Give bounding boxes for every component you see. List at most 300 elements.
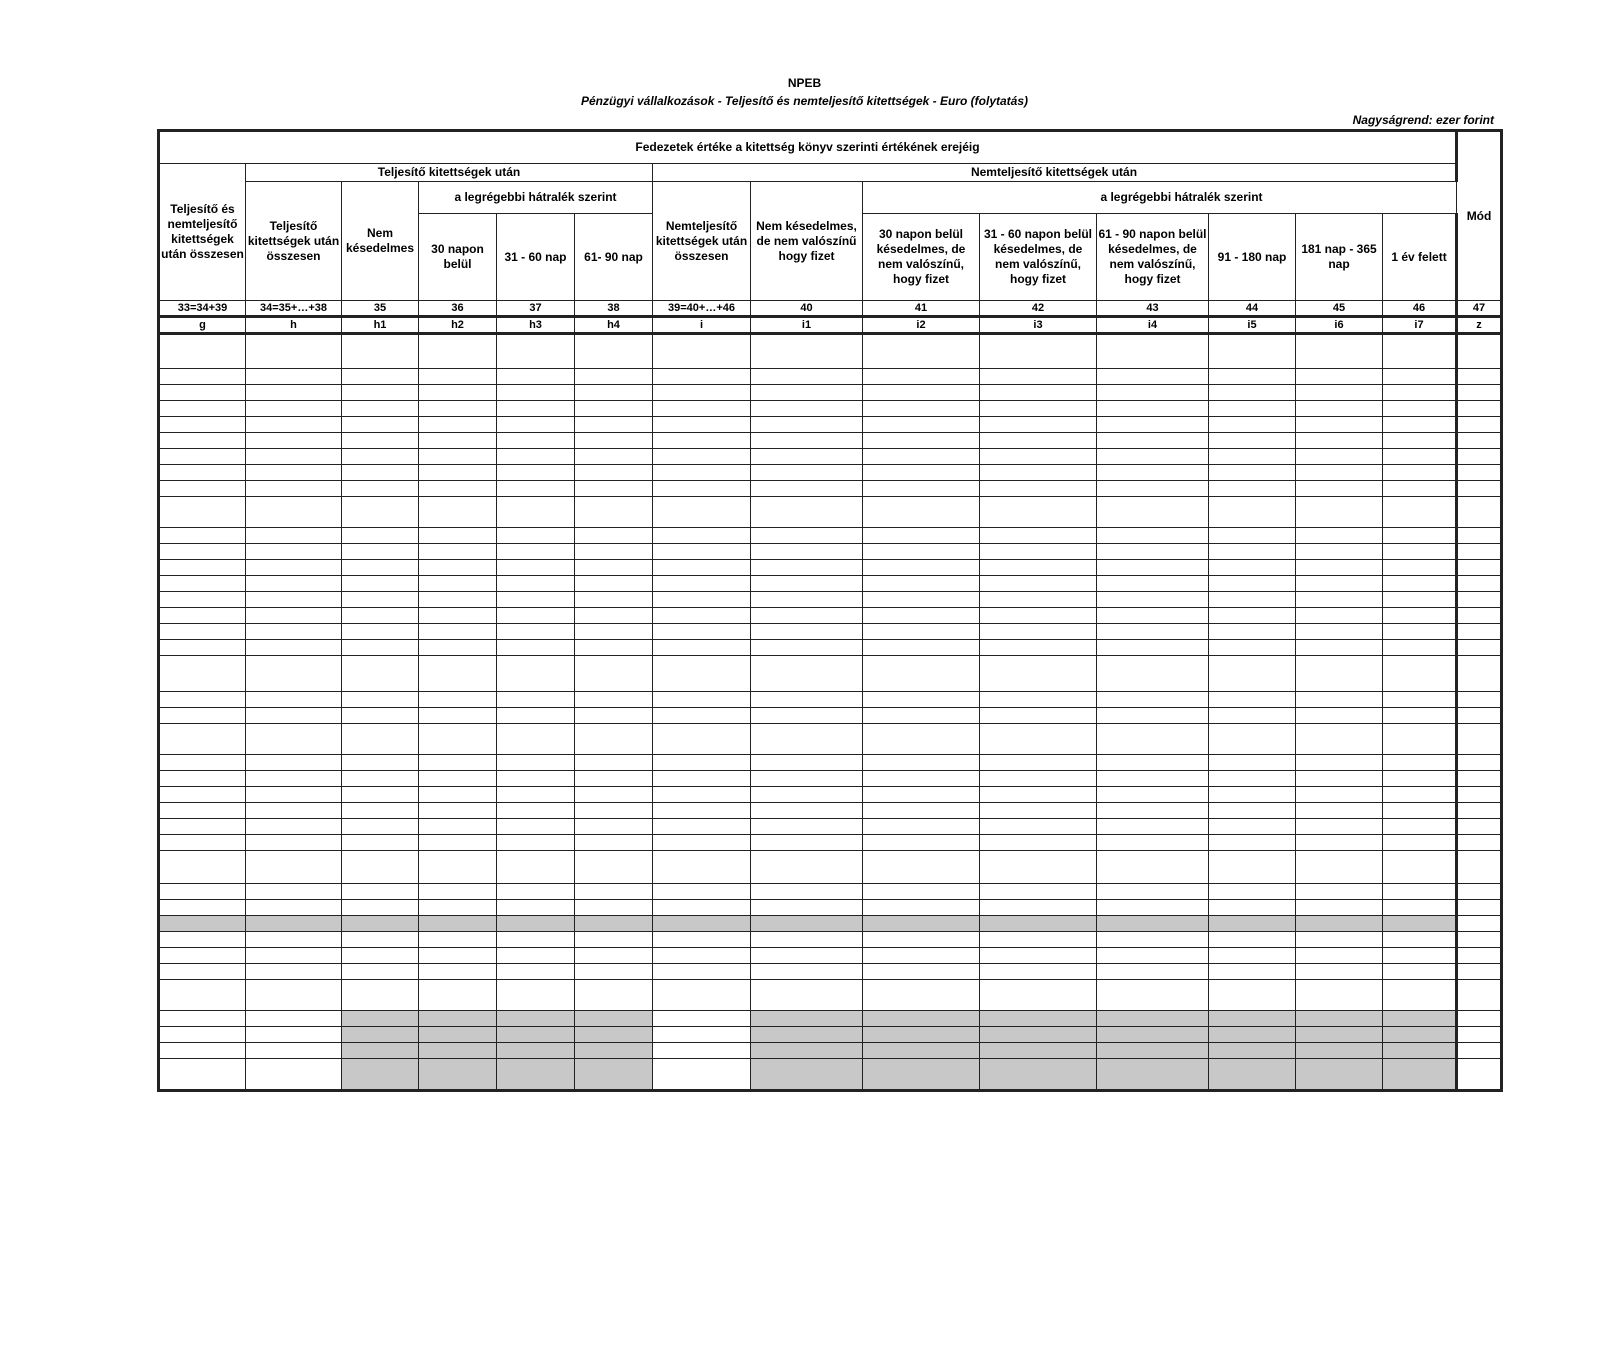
table-cell bbox=[1383, 1043, 1457, 1059]
table-cell bbox=[1209, 948, 1296, 964]
table-row bbox=[159, 433, 1502, 449]
table-cell bbox=[980, 1043, 1097, 1059]
table-cell bbox=[1097, 433, 1209, 449]
table-cell bbox=[1383, 948, 1457, 964]
table-cell bbox=[1457, 544, 1502, 560]
table-cell bbox=[1097, 369, 1209, 385]
table-cell bbox=[863, 948, 980, 964]
table-cell bbox=[342, 433, 419, 449]
table-cell bbox=[419, 544, 497, 560]
table-cell bbox=[863, 1043, 980, 1059]
table-cell bbox=[1097, 835, 1209, 851]
table-cell bbox=[497, 980, 575, 1011]
table-cell bbox=[863, 916, 980, 932]
table-cell bbox=[246, 1059, 342, 1091]
table-cell bbox=[751, 1027, 863, 1043]
table-cell bbox=[653, 369, 751, 385]
column-code: i1 bbox=[751, 317, 863, 334]
table-cell bbox=[342, 1043, 419, 1059]
table-cell bbox=[1097, 401, 1209, 417]
table-cell bbox=[980, 755, 1097, 771]
table-cell bbox=[1209, 980, 1296, 1011]
table-cell bbox=[246, 771, 342, 787]
table-cell bbox=[863, 884, 980, 900]
table-cell bbox=[419, 1059, 497, 1091]
header-np-61-90-days: 61 - 90 napon belül késedelmes, de nem valószínű, hogy fizet bbox=[1097, 214, 1209, 301]
table-cell bbox=[863, 576, 980, 592]
table-cell bbox=[980, 787, 1097, 803]
table-cell bbox=[653, 401, 751, 417]
table-cell bbox=[751, 1043, 863, 1059]
table-cell bbox=[342, 1027, 419, 1043]
table-cell bbox=[1457, 692, 1502, 708]
column-number: 39=40+…+46 bbox=[653, 301, 751, 317]
table-cell bbox=[1457, 465, 1502, 481]
table-cell bbox=[751, 656, 863, 692]
table-cell bbox=[246, 916, 342, 932]
table-row bbox=[159, 465, 1502, 481]
table-cell bbox=[342, 803, 419, 819]
table-cell bbox=[1383, 900, 1457, 916]
table-cell bbox=[159, 948, 246, 964]
table-cell bbox=[1457, 980, 1502, 1011]
table-cell bbox=[419, 433, 497, 449]
header-collateral-value: Fedezetek értéke a kitettség könyv szerinti értékének erejéig bbox=[159, 131, 1457, 164]
table-cell bbox=[419, 640, 497, 656]
table-cell bbox=[980, 724, 1097, 755]
table-cell bbox=[863, 964, 980, 980]
table-cell bbox=[419, 900, 497, 916]
table-cell bbox=[863, 1027, 980, 1043]
table-cell bbox=[159, 528, 246, 544]
table-cell bbox=[575, 964, 653, 980]
table-cell bbox=[1457, 851, 1502, 884]
table-row bbox=[159, 624, 1502, 640]
table-cell bbox=[653, 724, 751, 755]
table-cell bbox=[653, 433, 751, 449]
table-cell bbox=[980, 576, 1097, 592]
table-row bbox=[159, 787, 1502, 803]
table-cell bbox=[1209, 692, 1296, 708]
table-cell bbox=[1296, 964, 1383, 980]
table-cell bbox=[497, 592, 575, 608]
table-cell bbox=[419, 497, 497, 528]
table-cell bbox=[159, 755, 246, 771]
table-cell bbox=[159, 835, 246, 851]
table-cell bbox=[246, 592, 342, 608]
table-cell bbox=[1457, 433, 1502, 449]
document-subtitle: Pénzügyi vállalkozások - Teljesítő és nemteljesítő kitettségek - Euro (folytatás) bbox=[580, 94, 1029, 108]
table-cell bbox=[653, 771, 751, 787]
table-cell bbox=[246, 803, 342, 819]
table-cell bbox=[1209, 560, 1296, 576]
table-cell bbox=[1383, 819, 1457, 835]
table-cell bbox=[246, 851, 342, 884]
table-cell bbox=[1296, 819, 1383, 835]
table-cell bbox=[1383, 916, 1457, 932]
table-cell bbox=[1097, 544, 1209, 560]
table-cell bbox=[1457, 656, 1502, 692]
table-cell bbox=[653, 948, 751, 964]
table-cell bbox=[1296, 771, 1383, 787]
table-cell bbox=[863, 401, 980, 417]
table-cell bbox=[653, 465, 751, 481]
table-cell bbox=[980, 771, 1097, 787]
table-cell bbox=[246, 819, 342, 835]
table-cell bbox=[1296, 980, 1383, 1011]
column-number: 42 bbox=[980, 301, 1097, 317]
table-cell bbox=[342, 385, 419, 401]
table-cell bbox=[342, 640, 419, 656]
table-cell bbox=[1097, 916, 1209, 932]
table-cell bbox=[980, 692, 1097, 708]
table-cell bbox=[246, 576, 342, 592]
table-cell bbox=[1209, 884, 1296, 900]
table-cell bbox=[1457, 724, 1502, 755]
table-cell bbox=[1209, 819, 1296, 835]
table-cell bbox=[1296, 528, 1383, 544]
table-row bbox=[159, 401, 1502, 417]
column-number: 41 bbox=[863, 301, 980, 317]
table-cell bbox=[497, 465, 575, 481]
table-cell bbox=[1209, 385, 1296, 401]
column-number: 43 bbox=[1097, 301, 1209, 317]
table-cell bbox=[751, 916, 863, 932]
table-cell bbox=[159, 771, 246, 787]
table-cell bbox=[342, 592, 419, 608]
table-cell bbox=[653, 932, 751, 948]
table-cell bbox=[1296, 724, 1383, 755]
table-row bbox=[159, 932, 1502, 948]
table-cell bbox=[497, 417, 575, 433]
table-cell bbox=[1457, 1043, 1502, 1059]
report-table bbox=[157, 129, 1503, 1092]
table-cell bbox=[653, 449, 751, 465]
table-cell bbox=[1296, 803, 1383, 819]
table-cell bbox=[751, 771, 863, 787]
table-cell bbox=[575, 724, 653, 755]
table-cell bbox=[246, 980, 342, 1011]
table-cell bbox=[497, 1011, 575, 1027]
table-row bbox=[159, 964, 1502, 980]
header-perf-61-90-days: 61- 90 nap bbox=[575, 214, 653, 301]
table-cell bbox=[863, 851, 980, 884]
table-cell bbox=[751, 932, 863, 948]
table-cell bbox=[497, 835, 575, 851]
table-cell bbox=[342, 755, 419, 771]
table-cell bbox=[419, 787, 497, 803]
table-cell bbox=[342, 819, 419, 835]
column-number-row bbox=[159, 301, 1502, 317]
table-cell bbox=[1209, 1043, 1296, 1059]
table-cell bbox=[980, 608, 1097, 624]
table-cell bbox=[1097, 417, 1209, 433]
table-cell bbox=[1209, 449, 1296, 465]
table-cell bbox=[246, 497, 342, 528]
header-nonperforming-arrears: a legrégebbi hátralék szerint bbox=[863, 182, 1502, 214]
table-row bbox=[159, 948, 1502, 964]
table-cell bbox=[751, 592, 863, 608]
table-cell bbox=[419, 708, 497, 724]
table-cell bbox=[342, 1059, 419, 1091]
table-cell bbox=[1383, 1027, 1457, 1043]
table-cell bbox=[751, 948, 863, 964]
table-cell bbox=[863, 803, 980, 819]
table-cell bbox=[342, 851, 419, 884]
table-cell bbox=[653, 385, 751, 401]
table-cell bbox=[1209, 916, 1296, 932]
table-cell bbox=[1209, 724, 1296, 755]
table-cell bbox=[1209, 401, 1296, 417]
table-cell bbox=[159, 481, 246, 497]
table-cell bbox=[1457, 835, 1502, 851]
table-cell bbox=[159, 1059, 246, 1091]
table-cell bbox=[980, 851, 1097, 884]
table-cell bbox=[863, 608, 980, 624]
table-cell bbox=[342, 369, 419, 385]
table-cell bbox=[575, 1027, 653, 1043]
table-cell bbox=[751, 980, 863, 1011]
table-cell bbox=[497, 334, 575, 369]
table-cell bbox=[575, 980, 653, 1011]
table-cell bbox=[980, 624, 1097, 640]
table-cell bbox=[159, 1027, 246, 1043]
table-cell bbox=[419, 884, 497, 900]
table-cell bbox=[1097, 608, 1209, 624]
table-cell bbox=[653, 608, 751, 624]
table-cell bbox=[1383, 851, 1457, 884]
table-cell bbox=[980, 369, 1097, 385]
table-cell bbox=[497, 932, 575, 948]
table-cell bbox=[1383, 787, 1457, 803]
table-cell bbox=[653, 819, 751, 835]
table-cell bbox=[246, 385, 342, 401]
table-cell bbox=[1209, 592, 1296, 608]
table-cell bbox=[419, 369, 497, 385]
table-cell bbox=[419, 916, 497, 932]
table-cell bbox=[980, 1059, 1097, 1091]
table-cell bbox=[246, 560, 342, 576]
table-cell bbox=[419, 401, 497, 417]
column-code: i7 bbox=[1383, 317, 1457, 334]
table-cell bbox=[159, 980, 246, 1011]
table-cell bbox=[1383, 724, 1457, 755]
table-cell bbox=[1209, 481, 1296, 497]
header-perf-30-days: 30 napon belül bbox=[419, 214, 497, 301]
header-performing-group: Teljesítő kitettségek után bbox=[246, 164, 653, 182]
table-cell bbox=[1383, 592, 1457, 608]
table-cell bbox=[342, 724, 419, 755]
table-cell bbox=[1457, 1059, 1502, 1091]
table-cell bbox=[1097, 449, 1209, 465]
table-cell bbox=[159, 592, 246, 608]
table-cell bbox=[1383, 497, 1457, 528]
table-cell bbox=[342, 787, 419, 803]
table-cell bbox=[497, 755, 575, 771]
table-cell bbox=[342, 708, 419, 724]
table-cell bbox=[863, 1011, 980, 1027]
table-cell bbox=[863, 771, 980, 787]
table-cell bbox=[1383, 560, 1457, 576]
table-cell bbox=[1209, 465, 1296, 481]
table-cell bbox=[653, 787, 751, 803]
table-cell bbox=[419, 417, 497, 433]
table-cell bbox=[246, 787, 342, 803]
table-cell bbox=[419, 835, 497, 851]
column-code: g bbox=[159, 317, 246, 334]
table-cell bbox=[863, 544, 980, 560]
table-cell bbox=[497, 803, 575, 819]
column-number: 38 bbox=[575, 301, 653, 317]
table-cell bbox=[246, 449, 342, 465]
table-row bbox=[159, 1011, 1502, 1027]
table-cell bbox=[1457, 640, 1502, 656]
table-cell bbox=[1457, 964, 1502, 980]
table-cell bbox=[1209, 608, 1296, 624]
table-cell bbox=[1383, 401, 1457, 417]
table-cell bbox=[653, 803, 751, 819]
table-cell bbox=[246, 724, 342, 755]
table-cell bbox=[1296, 932, 1383, 948]
table-row bbox=[159, 608, 1502, 624]
table-cell bbox=[1097, 884, 1209, 900]
table-cell bbox=[1209, 544, 1296, 560]
table-cell bbox=[653, 592, 751, 608]
table-cell bbox=[419, 1027, 497, 1043]
table-cell bbox=[246, 608, 342, 624]
table-cell bbox=[159, 1043, 246, 1059]
table-cell bbox=[863, 433, 980, 449]
table-cell bbox=[1097, 1027, 1209, 1043]
table-cell bbox=[246, 948, 342, 964]
table-cell bbox=[246, 433, 342, 449]
table-row bbox=[159, 900, 1502, 916]
table-cell bbox=[575, 592, 653, 608]
table-cell bbox=[419, 980, 497, 1011]
table-cell bbox=[1209, 433, 1296, 449]
table-cell bbox=[1296, 755, 1383, 771]
column-number: 34=35+…+38 bbox=[246, 301, 342, 317]
table-cell bbox=[575, 576, 653, 592]
table-cell bbox=[751, 481, 863, 497]
table-cell bbox=[419, 608, 497, 624]
table-cell bbox=[1457, 385, 1502, 401]
header-np-31-60-days: 31 - 60 napon belül késedelmes, de nem valószínű, hogy fizet bbox=[980, 214, 1097, 301]
table-cell bbox=[419, 576, 497, 592]
table-cell bbox=[1457, 771, 1502, 787]
table-cell bbox=[575, 708, 653, 724]
table-cell bbox=[863, 819, 980, 835]
table-cell bbox=[575, 803, 653, 819]
table-cell bbox=[1457, 900, 1502, 916]
table-cell bbox=[1296, 544, 1383, 560]
column-number: 35 bbox=[342, 301, 419, 317]
table-cell bbox=[575, 916, 653, 932]
table-cell bbox=[1209, 755, 1296, 771]
table-cell bbox=[1209, 964, 1296, 980]
table-cell bbox=[863, 334, 980, 369]
table-cell bbox=[342, 481, 419, 497]
table-cell bbox=[1457, 1027, 1502, 1043]
table-cell bbox=[1296, 787, 1383, 803]
table-cell bbox=[575, 528, 653, 544]
table-cell bbox=[1209, 640, 1296, 656]
table-cell bbox=[863, 592, 980, 608]
table-cell bbox=[980, 560, 1097, 576]
table-cell bbox=[1457, 1011, 1502, 1027]
table-cell bbox=[1097, 900, 1209, 916]
table-cell bbox=[497, 401, 575, 417]
table-cell bbox=[980, 334, 1097, 369]
table-cell bbox=[342, 624, 419, 640]
table-cell bbox=[1097, 724, 1209, 755]
table-cell bbox=[159, 656, 246, 692]
table-cell bbox=[1209, 1011, 1296, 1027]
table-cell bbox=[575, 851, 653, 884]
table-cell bbox=[863, 528, 980, 544]
table-row bbox=[159, 803, 1502, 819]
table-cell bbox=[863, 465, 980, 481]
table-cell bbox=[497, 608, 575, 624]
page-mark: · bbox=[1501, 1085, 1504, 1094]
table-cell bbox=[246, 528, 342, 544]
table-cell bbox=[159, 964, 246, 980]
table-cell bbox=[497, 1059, 575, 1091]
column-code-row bbox=[159, 317, 1502, 334]
table-row bbox=[159, 481, 1502, 497]
table-cell bbox=[1097, 385, 1209, 401]
table-cell bbox=[653, 980, 751, 1011]
table-cell bbox=[1296, 481, 1383, 497]
table-cell bbox=[246, 640, 342, 656]
table-row bbox=[159, 656, 1502, 692]
table-cell bbox=[246, 624, 342, 640]
table-cell bbox=[751, 608, 863, 624]
table-cell bbox=[246, 544, 342, 560]
table-cell bbox=[159, 803, 246, 819]
table-cell bbox=[653, 1011, 751, 1027]
table-cell bbox=[1296, 656, 1383, 692]
data-entry-rows bbox=[159, 334, 1502, 1091]
table-cell bbox=[159, 819, 246, 835]
column-number: 45 bbox=[1296, 301, 1383, 317]
table-cell bbox=[751, 334, 863, 369]
table-row bbox=[159, 385, 1502, 401]
table-cell bbox=[653, 964, 751, 980]
table-cell bbox=[751, 544, 863, 560]
table-cell bbox=[419, 592, 497, 608]
table-cell bbox=[1383, 449, 1457, 465]
table-cell bbox=[1383, 624, 1457, 640]
table-cell bbox=[575, 948, 653, 964]
table-cell bbox=[1097, 932, 1209, 948]
table-row bbox=[159, 334, 1502, 369]
table-cell bbox=[1457, 481, 1502, 497]
table-cell bbox=[863, 900, 980, 916]
table-row bbox=[159, 497, 1502, 528]
table-cell bbox=[419, 755, 497, 771]
table-cell bbox=[1457, 417, 1502, 433]
table-cell bbox=[751, 369, 863, 385]
table-cell bbox=[1209, 900, 1296, 916]
table-cell bbox=[863, 1059, 980, 1091]
table-cell bbox=[342, 916, 419, 932]
table-cell bbox=[419, 465, 497, 481]
table-cell bbox=[497, 851, 575, 884]
table-cell bbox=[419, 1011, 497, 1027]
table-cell bbox=[1457, 401, 1502, 417]
table-cell bbox=[1097, 980, 1209, 1011]
